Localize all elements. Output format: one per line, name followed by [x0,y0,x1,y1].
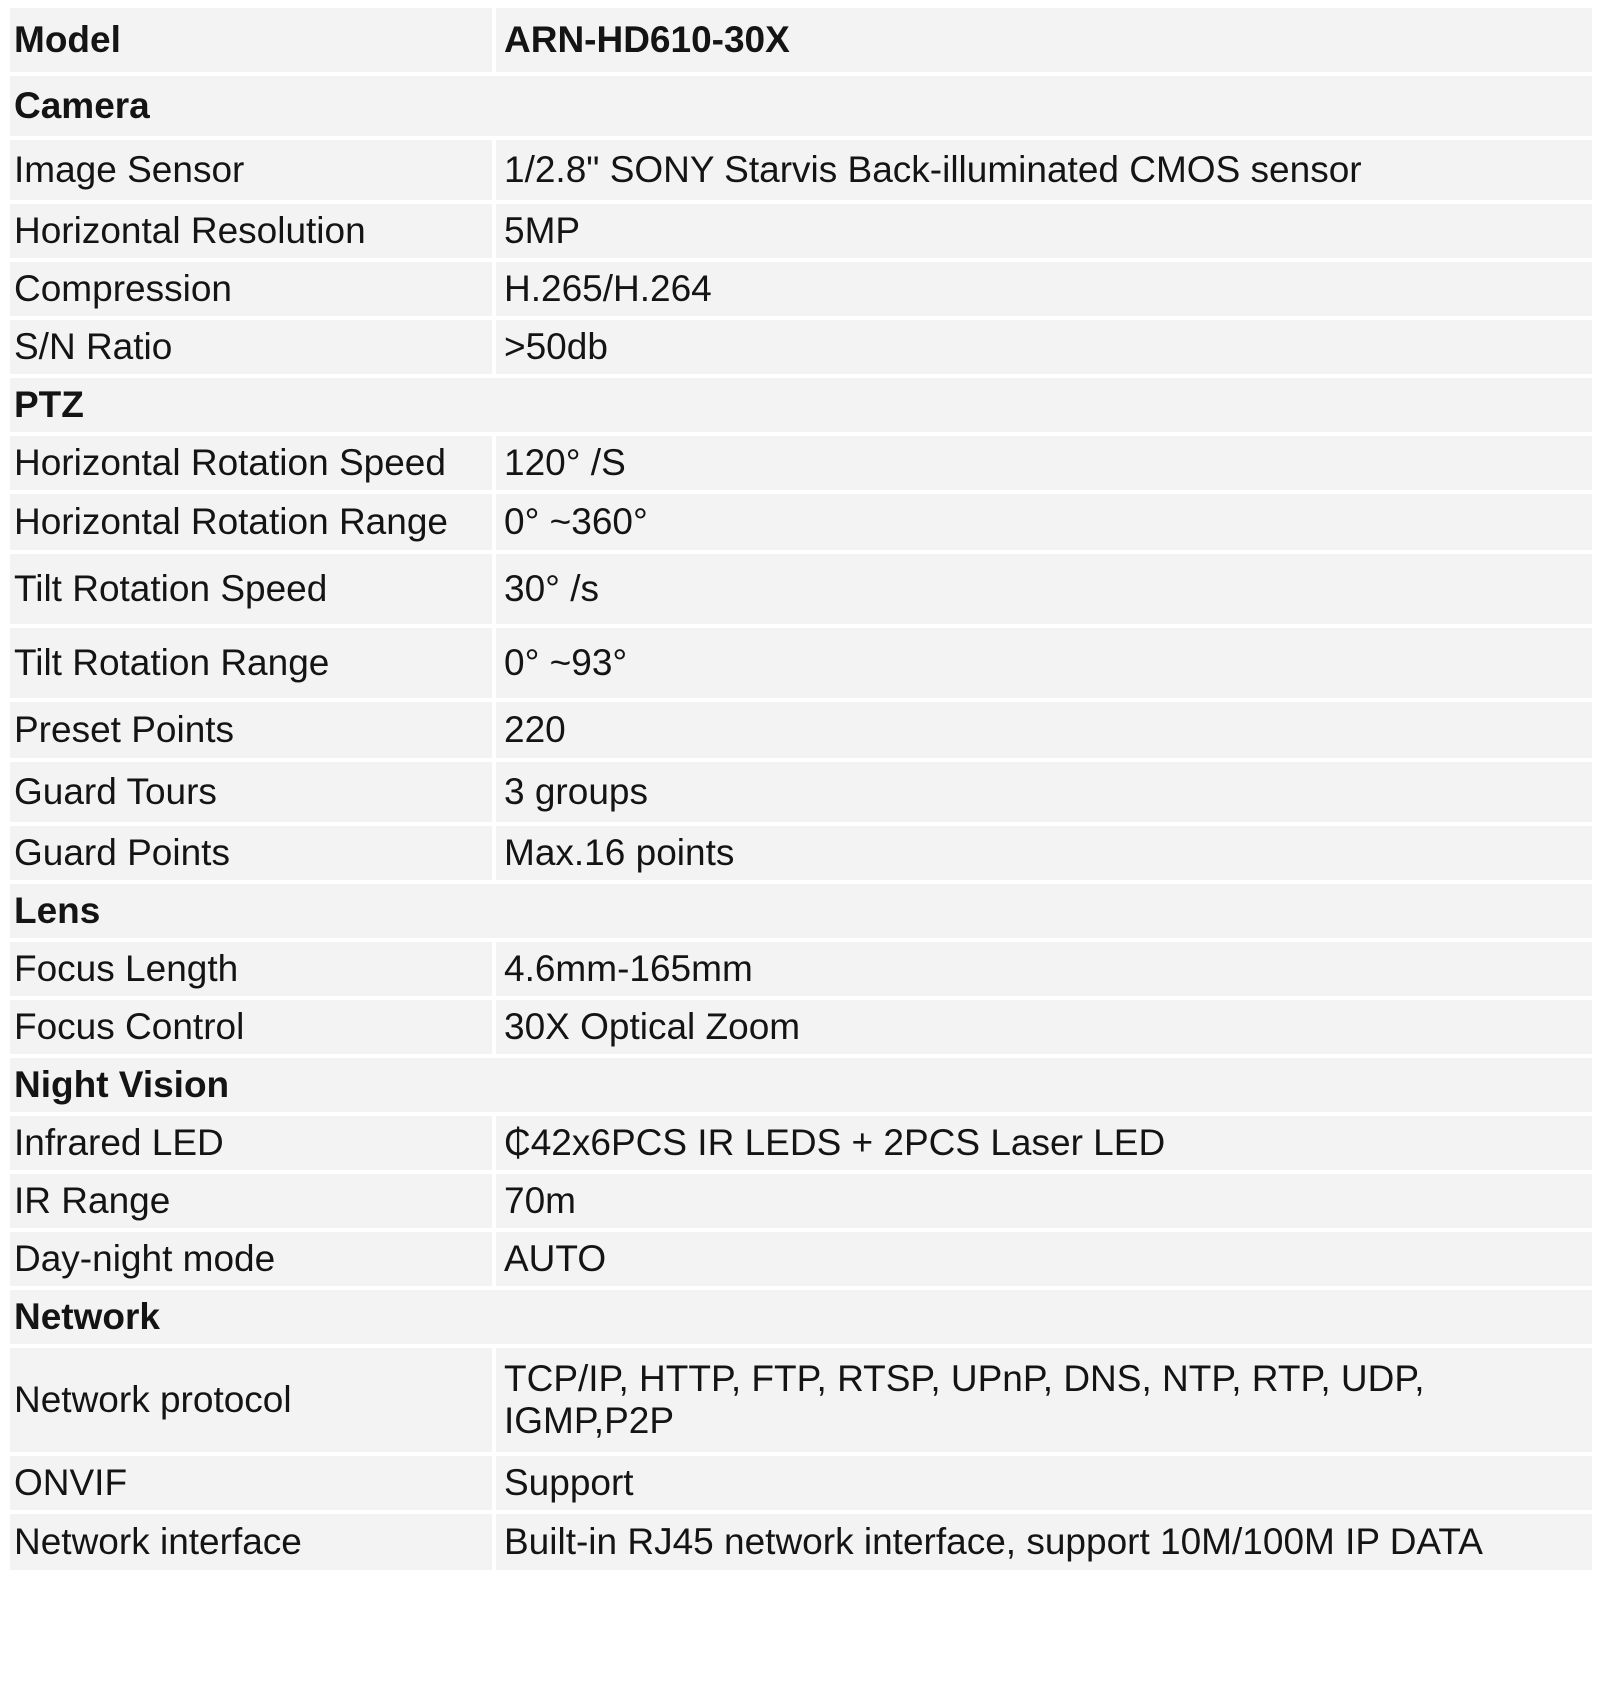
row-label: Infrared LED [10,1116,496,1170]
table-row-network-interface [10,1514,1592,1570]
row-label: Focus Control [10,1000,496,1054]
spec-table [10,4,1592,1574]
row-value: Max.16 points [496,826,1592,880]
row-label: Preset Points [10,702,496,758]
row-value: AUTO [496,1232,1592,1286]
table-row-guard-tours [10,762,1592,822]
section-title-ptz: PTZ [10,378,496,432]
row-label: Horizontal Rotation Speed [10,436,496,490]
table-row-focus-length [10,942,1592,996]
row-label: IR Range [10,1174,496,1228]
row-label: S/N Ratio [10,320,496,374]
row-label: Horizontal Resolution [10,204,496,258]
table-row-focus-control [10,1000,1592,1054]
section-title-lens: Lens [10,884,496,938]
table-row-tilt-rotation-range [10,628,1592,698]
table-row-tilt-rotation-speed [10,554,1592,624]
table-row-preset-points [10,702,1592,758]
row-value: 220 [496,702,1592,758]
table-row-horizontal-rotation-speed [10,436,1592,490]
table-row-day-night-mode [10,1232,1592,1286]
table-row-model [10,8,1592,72]
section-header-ptz [10,378,1592,432]
row-value: TCP/IP, HTTP, FTP, RTSP, UPnP, DNS, NTP, RTP, UDP, IGMP,P2P [496,1348,1592,1452]
row-label: Guard Points [10,826,496,880]
section-title-network: Network [10,1290,496,1344]
row-value: ₵42x6PCS IR LEDS + 2PCS Laser LED [496,1116,1592,1170]
row-label: Day-night mode [10,1232,496,1286]
table-row-compression [10,262,1592,316]
table-row-sn-ratio [10,320,1592,374]
row-label: Tilt Rotation Speed [10,554,496,624]
row-value: Built-in RJ45 network interface, support 10M/100M IP DATA [496,1514,1592,1570]
section-title-night-vision: Night Vision [10,1058,496,1112]
table-row-image-sensor [10,140,1592,200]
row-label: Focus Length [10,942,496,996]
row-label: Network interface [10,1514,496,1570]
row-value: 30X Optical Zoom [496,1000,1592,1054]
row-label: Horizontal Rotation Range [10,494,496,550]
row-label: Tilt Rotation Range [10,628,496,698]
row-value: 4.6mm-165mm [496,942,1592,996]
table-row-infrared-led [10,1116,1592,1170]
model-value: ARN-HD610-30X [496,8,1592,72]
section-header-night-vision [10,1058,1592,1112]
row-value: Support [496,1456,1592,1510]
row-value: 3 groups [496,762,1592,822]
row-label: Network protocol [10,1348,496,1452]
row-value: 5MP [496,204,1592,258]
model-label: Model [10,8,496,72]
table-row-horizontal-rotation-range [10,494,1592,550]
row-value: >50db [496,320,1592,374]
row-label: Image Sensor [10,140,496,200]
row-value: 120° /S [496,436,1592,490]
row-value: H.265/H.264 [496,262,1592,316]
section-title-camera: Camera [10,76,496,136]
row-value: 30° /s [496,554,1592,624]
row-value: 0° ~93° [496,628,1592,698]
row-label: Guard Tours [10,762,496,822]
table-row-horizontal-resolution [10,204,1592,258]
section-header-network [10,1290,1592,1344]
table-row-onvif [10,1456,1592,1510]
table-row-network-protocol [10,1348,1592,1452]
row-value: 0° ~360° [496,494,1592,550]
table-row-guard-points [10,826,1592,880]
section-header-camera [10,76,1592,136]
row-label: Compression [10,262,496,316]
table-row-ir-range [10,1174,1592,1228]
row-label: ONVIF [10,1456,496,1510]
section-header-lens [10,884,1592,938]
row-value: 70m [496,1174,1592,1228]
row-value: 1/2.8" SONY Starvis Back-illuminated CMOS sensor [496,140,1592,200]
